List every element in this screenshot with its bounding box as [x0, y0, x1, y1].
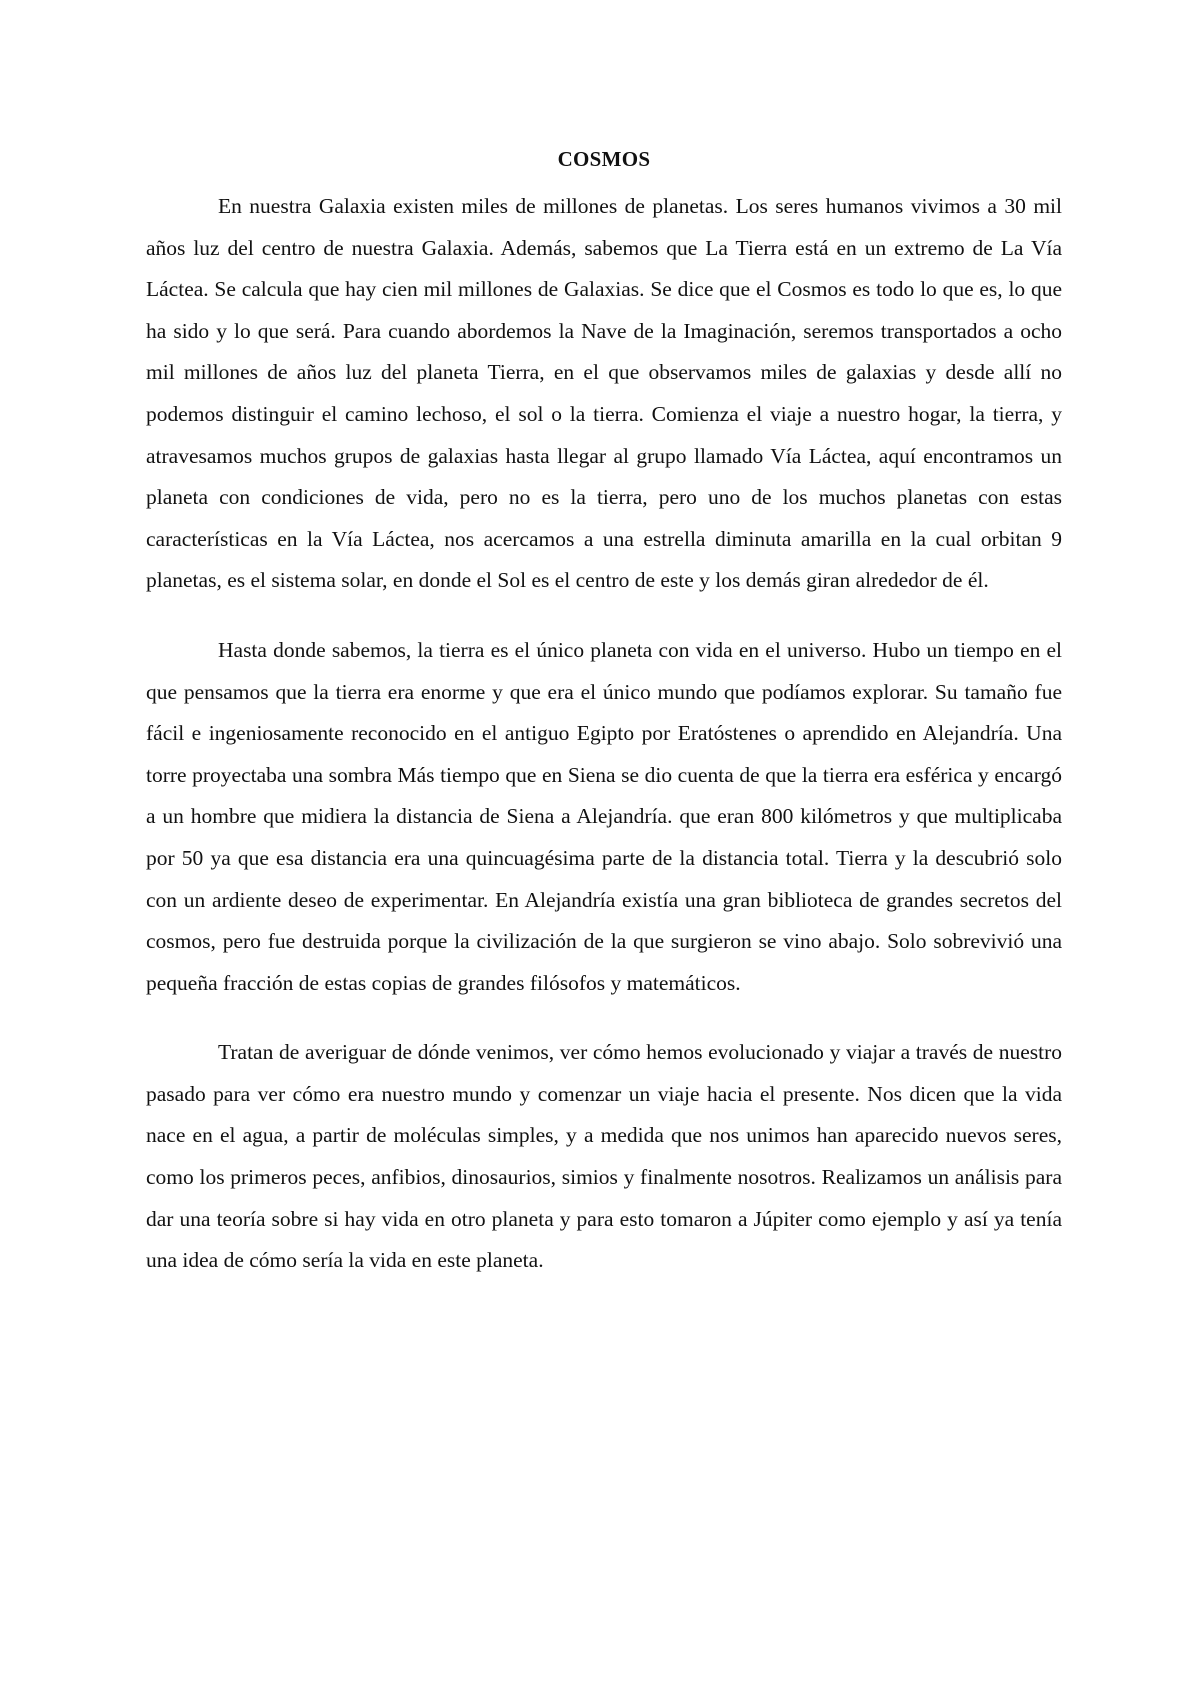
paragraph-galaxia: En nuestra Galaxia existen miles de millones de planetas. Los seres humanos vivimos a 30 mil años luz del centro de nuestra Galaxia. Además, sabemos que La Tierra está en un extremo de La Vía Láctea. Se calcula que hay cien mil millones de Galaxias. Se dice que el Cosmos es todo lo que es, lo que ha sido y lo que será. Para cuando abordemos la Nave de la Imaginación, seremos transportados a ocho mil millones de años luz del planeta Tierra, en el que observamos miles de galaxias y desde allí no podemos distinguir el camino lechoso, el sol o la tierra. Comienza el viaje a nuestro hogar, la tierra, y atravesamos muchos grupos de galaxias hasta llegar al grupo llamado Vía Láctea, aquí encontramos un planeta con condiciones de vida, pero no es la tierra, pero uno de los muchos planetas con estas características en la Vía Láctea, nos acercamos a una estrella diminuta amarilla en la cual orbitan 9 planetas, es el sistema solar, en donde el Sol es el centro de este y los demás giran alrededor de él.	[146, 194, 1062, 593]
document-body	[146, 142, 1062, 1282]
paragraph-evolucion: Tratan de averiguar de dónde venimos, ver cómo hemos evolucionado y viajar a través de nuestro pasado para ver cómo era nuestro mundo y comenzar un viaje hacia el presente. Nos dicen que la vida nace en el agua, a partir de moléculas simples, y a medida que nos unimos han aparecido nuevos seres, como los primeros peces, anfibios, dinosaurios, simios y finalmente nosotros. Realizamos un análisis para dar una teoría sobre si hay vida en otro planeta y para esto tomaron a Júpiter como ejemplo y así ya tenía una idea de cómo sería la vida en este planeta.	[146, 1040, 1062, 1273]
paragraph-tierra: Hasta donde sabemos, la tierra es el único planeta con vida en el universo. Hubo un tiempo en el que pensamos que la tierra era enorme y que era el único mundo que podíamos explorar. Su tamaño fue fácil e ingeniosamente reconocido en el antiguo Egipto por Eratóstenes o aprendido en Alejandría. Una torre proyectaba una sombra Más tiempo que en Siena se dio cuenta de que la tierra era esférica y encargó a un hombre que midiera la distancia de Siena a Alejandría. que eran 800 kilómetros y que multiplicaba por 50 ya que esa distancia era una quincuagésima parte de la distancia total. Tierra y la descubrió solo con un ardiente deseo de experimentar. En Alejandría existía una gran biblioteca de grandes secretos del cosmos, pero fue destruida porque la civilización de la que surgieron se vino abajo. Solo sobrevivió una pequeña fracción de estas copias de grandes filósofos y matemáticos.	[146, 637, 1062, 995]
document-title: COSMOS	[557, 147, 651, 171]
